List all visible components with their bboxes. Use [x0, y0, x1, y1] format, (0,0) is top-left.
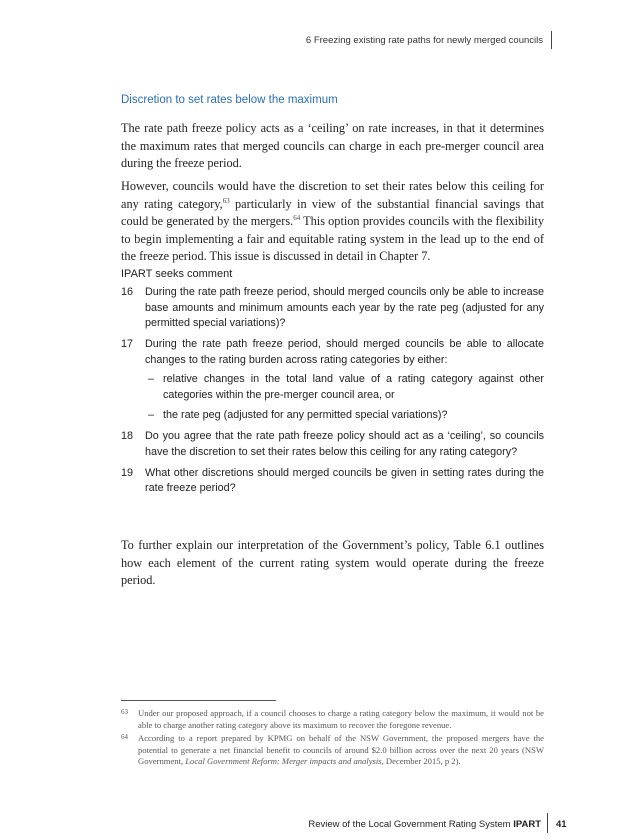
dash-bullet: –: [148, 409, 155, 421]
header-divider: [551, 31, 552, 49]
footer-org: IPART: [513, 819, 541, 830]
question-number: 18: [121, 430, 134, 442]
body-paragraph-3: To further explain our interpretation of the Government’s policy, Table 6.1 outlines how each element of the current rating system would operate during the freeze period.: [121, 538, 544, 588]
question-number: 19: [121, 466, 134, 479]
question-text: What other discretions should merged councils be given in setting rates during the rate freeze period?: [145, 466, 544, 494]
footnote-ref-64[interactable]: 64: [293, 214, 301, 223]
question-number: 16: [121, 286, 134, 298]
footer-divider: [547, 813, 548, 833]
footnote-ref-63[interactable]: 63: [222, 196, 230, 205]
question-19: [121, 466, 544, 497]
footnote-number: 64: [121, 733, 128, 742]
footer-title: [308, 819, 541, 830]
question-18: [121, 429, 544, 460]
running-header: 6 Freezing existing rate paths for newly merged councils: [305, 35, 543, 46]
paragraph-text: However, councils would have the discretion to set their rates below this ceiling for any rating category,: [121, 179, 544, 211]
footnote-text: Under our proposed approach, if a council chooses to charge a rating category below the maximum, it would not be able to charge another rating category above its maximum to recover the foregone revenue.: [138, 708, 544, 730]
question-number: 17: [121, 338, 134, 350]
dash-bullet: –: [148, 373, 155, 385]
sub-option-text: relative changes in the total land value of a rating category against other categories within the pre-merger council area, or: [163, 373, 544, 401]
sub-option: [145, 408, 544, 424]
page-number: 41: [556, 819, 567, 830]
question-text: During the rate path freeze period, should merged councils be able to allocate changes to the rating burden across rating categories by either:: [145, 338, 544, 366]
seeks-comment-label: IPART seeks comment: [121, 268, 233, 280]
sub-option: [145, 372, 544, 403]
footnote-citation-title: Local Government Reform: Merger impacts and analysis: [185, 756, 382, 767]
footnote-64: [121, 733, 544, 768]
footnote-text: , December 2015, p 2).: [381, 756, 461, 767]
footnote-63: [121, 708, 544, 731]
footer-report-title: Review of the Local Government Rating System: [308, 819, 511, 830]
question-text: Do you agree that the rate path freeze policy should act as a ‘ceiling’, so councils have the discretion to set their rates below this ceiling for any rating category?: [145, 430, 544, 458]
body-paragraph-2: [121, 178, 544, 266]
body-paragraph-1: The rate path freeze policy acts as a ‘ceiling’ on rate increases, in that it determines the maximum rates that merged councils can charge in each pre-merger council area during the freeze period.: [121, 121, 544, 171]
paragraph-text: particularly in view of the substantial financial savings that could be generated by the mergers.: [121, 196, 544, 229]
footnote-number: 63: [121, 708, 128, 716]
question-list: [121, 285, 544, 502]
footnote-list: [121, 708, 544, 770]
footnote-divider: [121, 700, 276, 701]
question-text: During the rate path freeze period, should merged councils only be able to increase base amounts and minimum amounts each year by the rate peg (adjusted for any permitted special variations)?: [145, 286, 544, 329]
section-heading: Discretion to set rates below the maximum: [121, 94, 338, 106]
paragraph-text: This option provides councils with the flexibility to begin implementing a fair and equitable rating system in the lead up to the end of the freeze period. This issue is discussed in detail in Chapter 7.: [121, 214, 544, 264]
sub-option-list: [145, 372, 544, 424]
sub-option-text: the rate peg (adjusted for any permitted special variations)?: [163, 409, 448, 421]
question-16: [121, 285, 544, 332]
footnote-text: According to a report prepared by KPMG on behalf of the NSW Government, the proposed mergers have the potential to generate a net financial benefit to councils of around $2.0 billion across over the next 20 years (NSW Government,: [138, 733, 544, 767]
question-17: [121, 337, 544, 424]
